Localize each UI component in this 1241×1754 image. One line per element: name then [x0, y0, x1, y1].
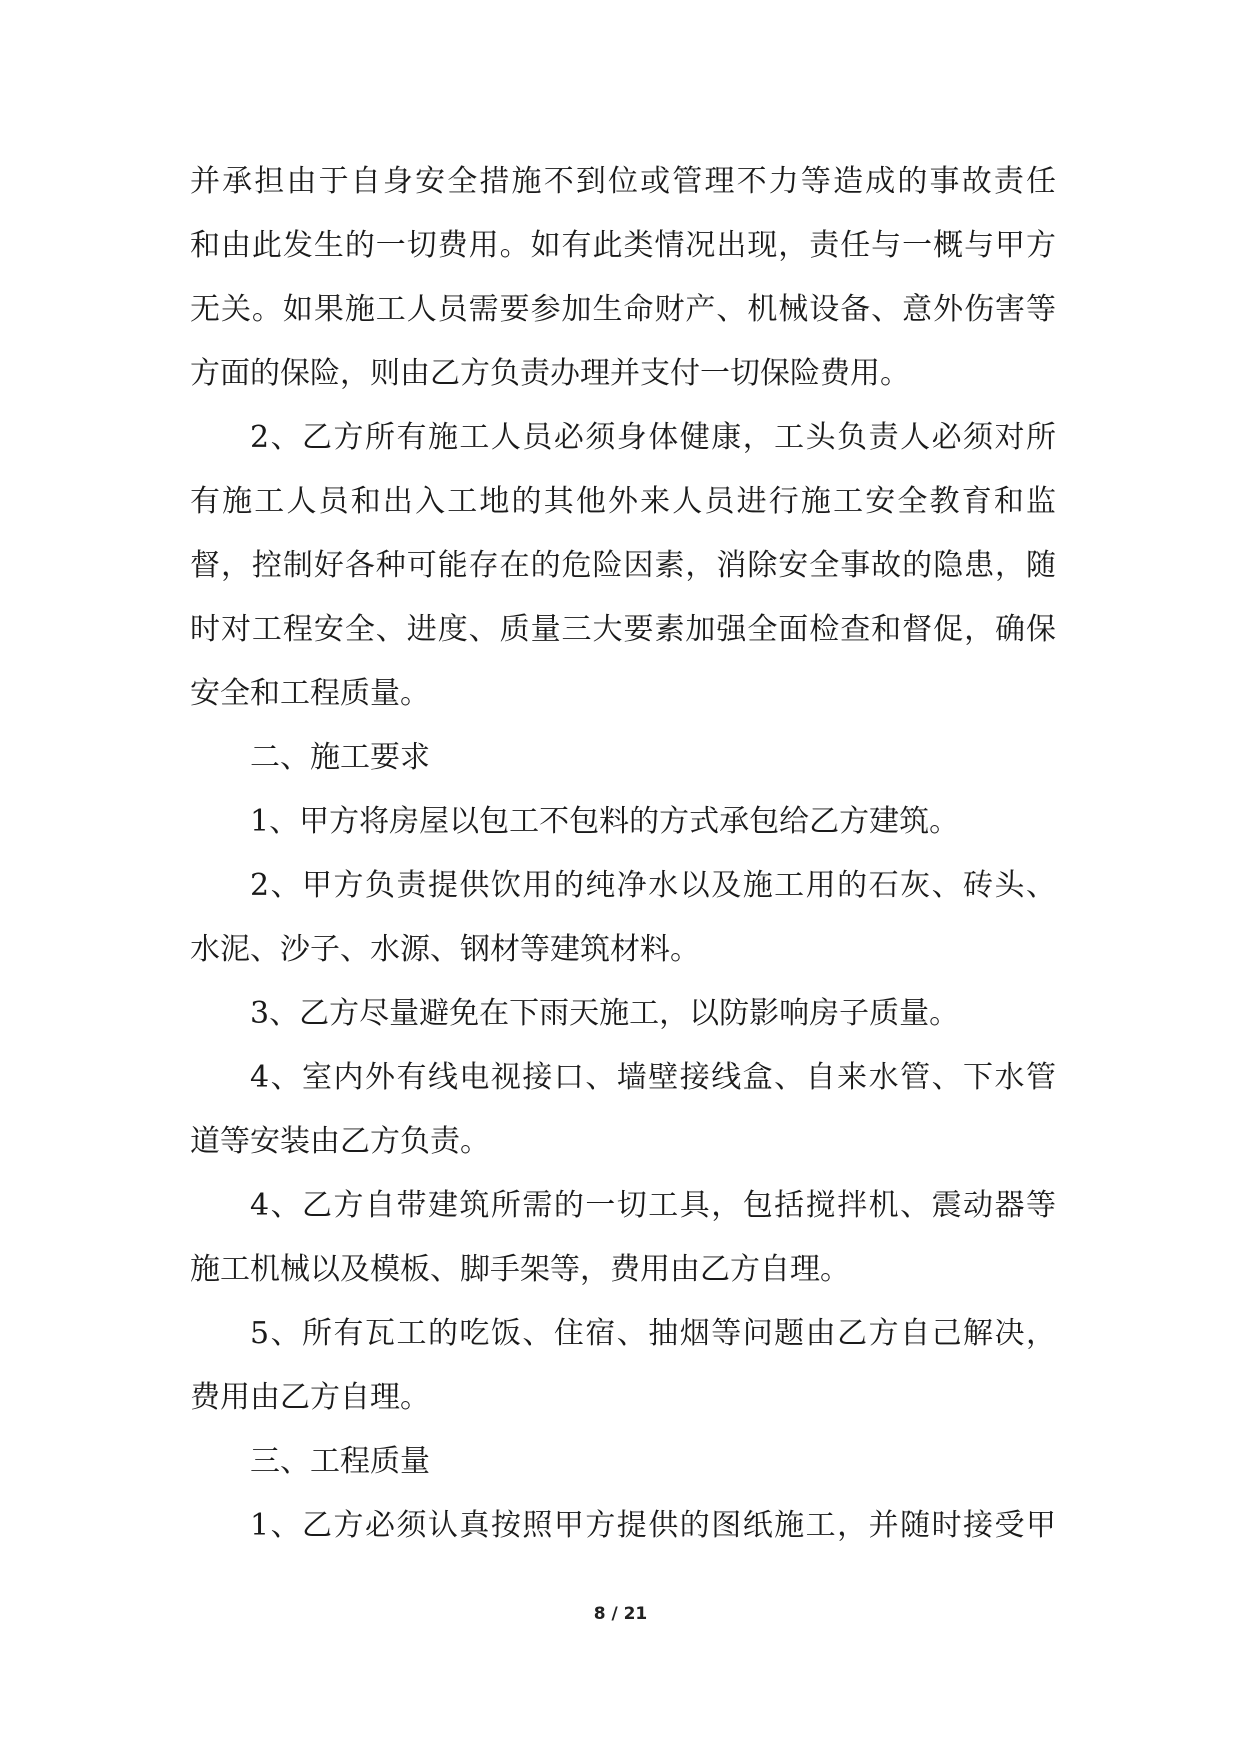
body-line: 费用由乙方自理。 [190, 1380, 430, 1415]
page-number: 8 / 21 [593, 1604, 648, 1624]
body-line: 无关。如果施工人员需要参加生命财产、机械设备、意外伤害等 [190, 292, 1056, 327]
body-line: 并承担由于自身安全措施不到位或管理不力等造成的事故责任 [190, 164, 1056, 199]
body-line: 时对工程安全、进度、质量三大要素加强全面检查和督促，确保 [190, 612, 1056, 647]
body-line: 1、乙方必须认真按照甲方提供的图纸施工，并随时接受甲 [250, 1508, 1056, 1543]
body-line: 2、乙方所有施工人员必须身体健康，工头负责人必须对所 [250, 420, 1056, 455]
body-line: 督，控制好各种可能存在的危险因素，消除安全事故的隐患，随 [190, 548, 1056, 583]
body-line: 道等安装由乙方负责。 [190, 1124, 490, 1159]
body-line: 2、甲方负责提供饮用的纯净水以及施工用的石灰、砖头、 [250, 868, 1056, 903]
body-line: 水泥、沙子、水源、钢材等建筑材料。 [190, 932, 700, 967]
section-heading: 三、工程质量 [250, 1444, 430, 1479]
document-body [190, 150, 1056, 1558]
body-line: 和由此发生的一切费用。如有此类情况出现，责任与一概与甲方 [190, 228, 1056, 263]
body-line: 有施工人员和出入工地的其他外来人员进行施工安全教育和监 [190, 484, 1056, 519]
body-line: 4、室内外有线电视接口、墙壁接线盒、自来水管、下水管 [250, 1060, 1056, 1095]
body-line: 1、甲方将房屋以包工不包料的方式承包给乙方建筑。 [250, 804, 960, 839]
body-line: 4、乙方自带建筑所需的一切工具，包括搅拌机、震动器等 [250, 1188, 1056, 1223]
section-heading: 二、施工要求 [250, 740, 430, 775]
body-line: 5、所有瓦工的吃饭、住宿、抽烟等问题由乙方自己解决， [250, 1316, 1056, 1351]
body-line: 方面的保险，则由乙方负责办理并支付一切保险费用。 [190, 356, 910, 391]
body-line: 3、乙方尽量避免在下雨天施工，以防影响房子质量。 [250, 996, 960, 1031]
body-line: 安全和工程质量。 [190, 676, 430, 711]
body-line: 施工机械以及模板、脚手架等，费用由乙方自理。 [190, 1252, 850, 1287]
